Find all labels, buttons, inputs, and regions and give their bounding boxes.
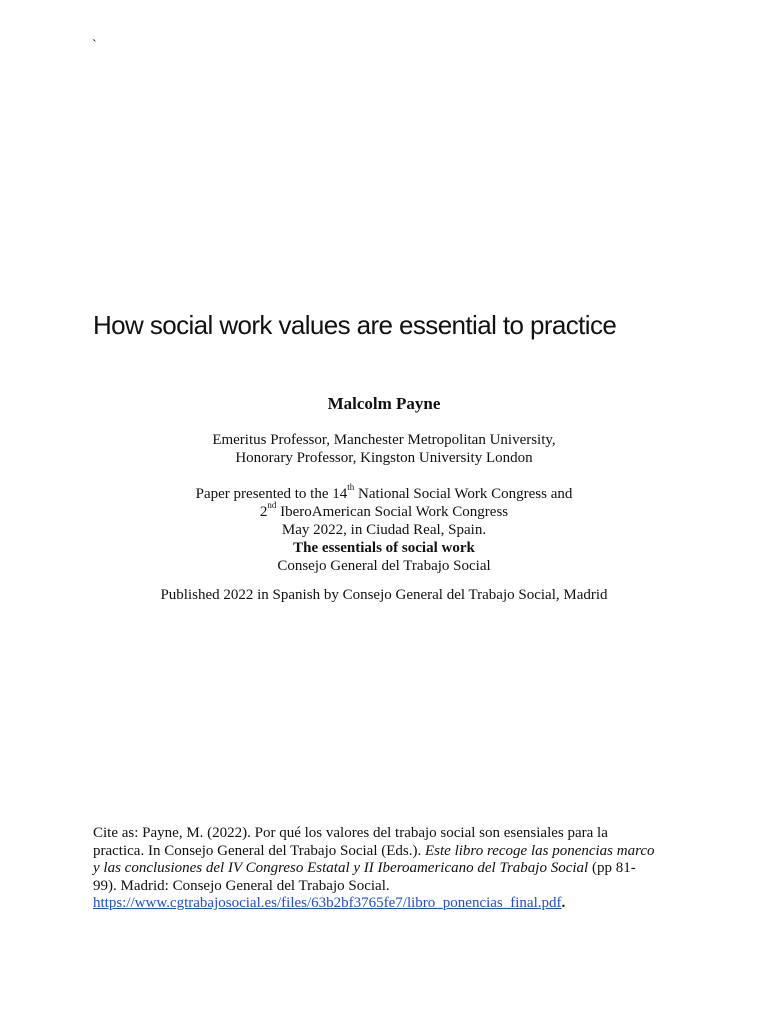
ordinal-suffix: th <box>347 482 355 492</box>
presentation-text: IberoAmerican Social Work Congress <box>276 504 509 520</box>
affiliation-line: Emeritus Professor, Manchester Metropolitan University, <box>212 432 556 448</box>
citation-block <box>93 825 693 913</box>
citation-text: practica. In Consejo General del Trabajo Social (Eds.). <box>93 842 425 859</box>
book-title: Este libro recoge las ponencias marco <box>425 842 655 859</box>
presentation-date: May 2022, in Ciudad Real, Spain. <box>281 522 487 538</box>
congress-theme: The essentials of social work <box>293 540 475 556</box>
citation-link-line <box>93 895 693 913</box>
citation-text: (pp 81- <box>588 860 636 876</box>
book-title: y las conclusiones del IV Congreso Estatal y II Iberoamericano del Trabajo Social <box>93 860 589 876</box>
citation-line: Cite as: Payne, M. (2022). Por qué los valores del trabajo social son esensiales para la <box>93 825 608 841</box>
document-title: How social work values are essential to practice <box>93 310 617 340</box>
author-name: Malcolm Payne <box>327 394 441 413</box>
presentation-line-2 <box>0 500 768 521</box>
ordinal-suffix: nd <box>267 500 277 510</box>
stray-mark: ` <box>92 38 97 53</box>
presentation-info <box>0 482 768 575</box>
presentation-text: 2 <box>259 504 268 520</box>
citation-line: 99). Madrid: Consejo General del Trabajo Social. <box>93 877 390 894</box>
organizer: Consejo General del Trabajo Social <box>277 558 491 574</box>
citation-line <box>93 843 693 861</box>
link-suffix: . <box>561 895 566 911</box>
presentation-text: National Social Work Congress and <box>354 486 573 502</box>
presentation-line-1 <box>0 482 768 503</box>
citation-line <box>93 860 693 878</box>
affiliations <box>0 431 768 467</box>
affiliation-line: Honorary Professor, Kingston University London <box>235 450 533 466</box>
citation-link[interactable]: https://www.cgtrabajosocial.es/files/63b2bf3765fe7/libro_ponencias_final.pdf <box>93 895 562 911</box>
presentation-text: Paper presented to the 14 <box>195 486 348 502</box>
publication-note: Published 2022 in Spanish by Consejo General del Trabajo Social, Madrid <box>160 587 608 603</box>
